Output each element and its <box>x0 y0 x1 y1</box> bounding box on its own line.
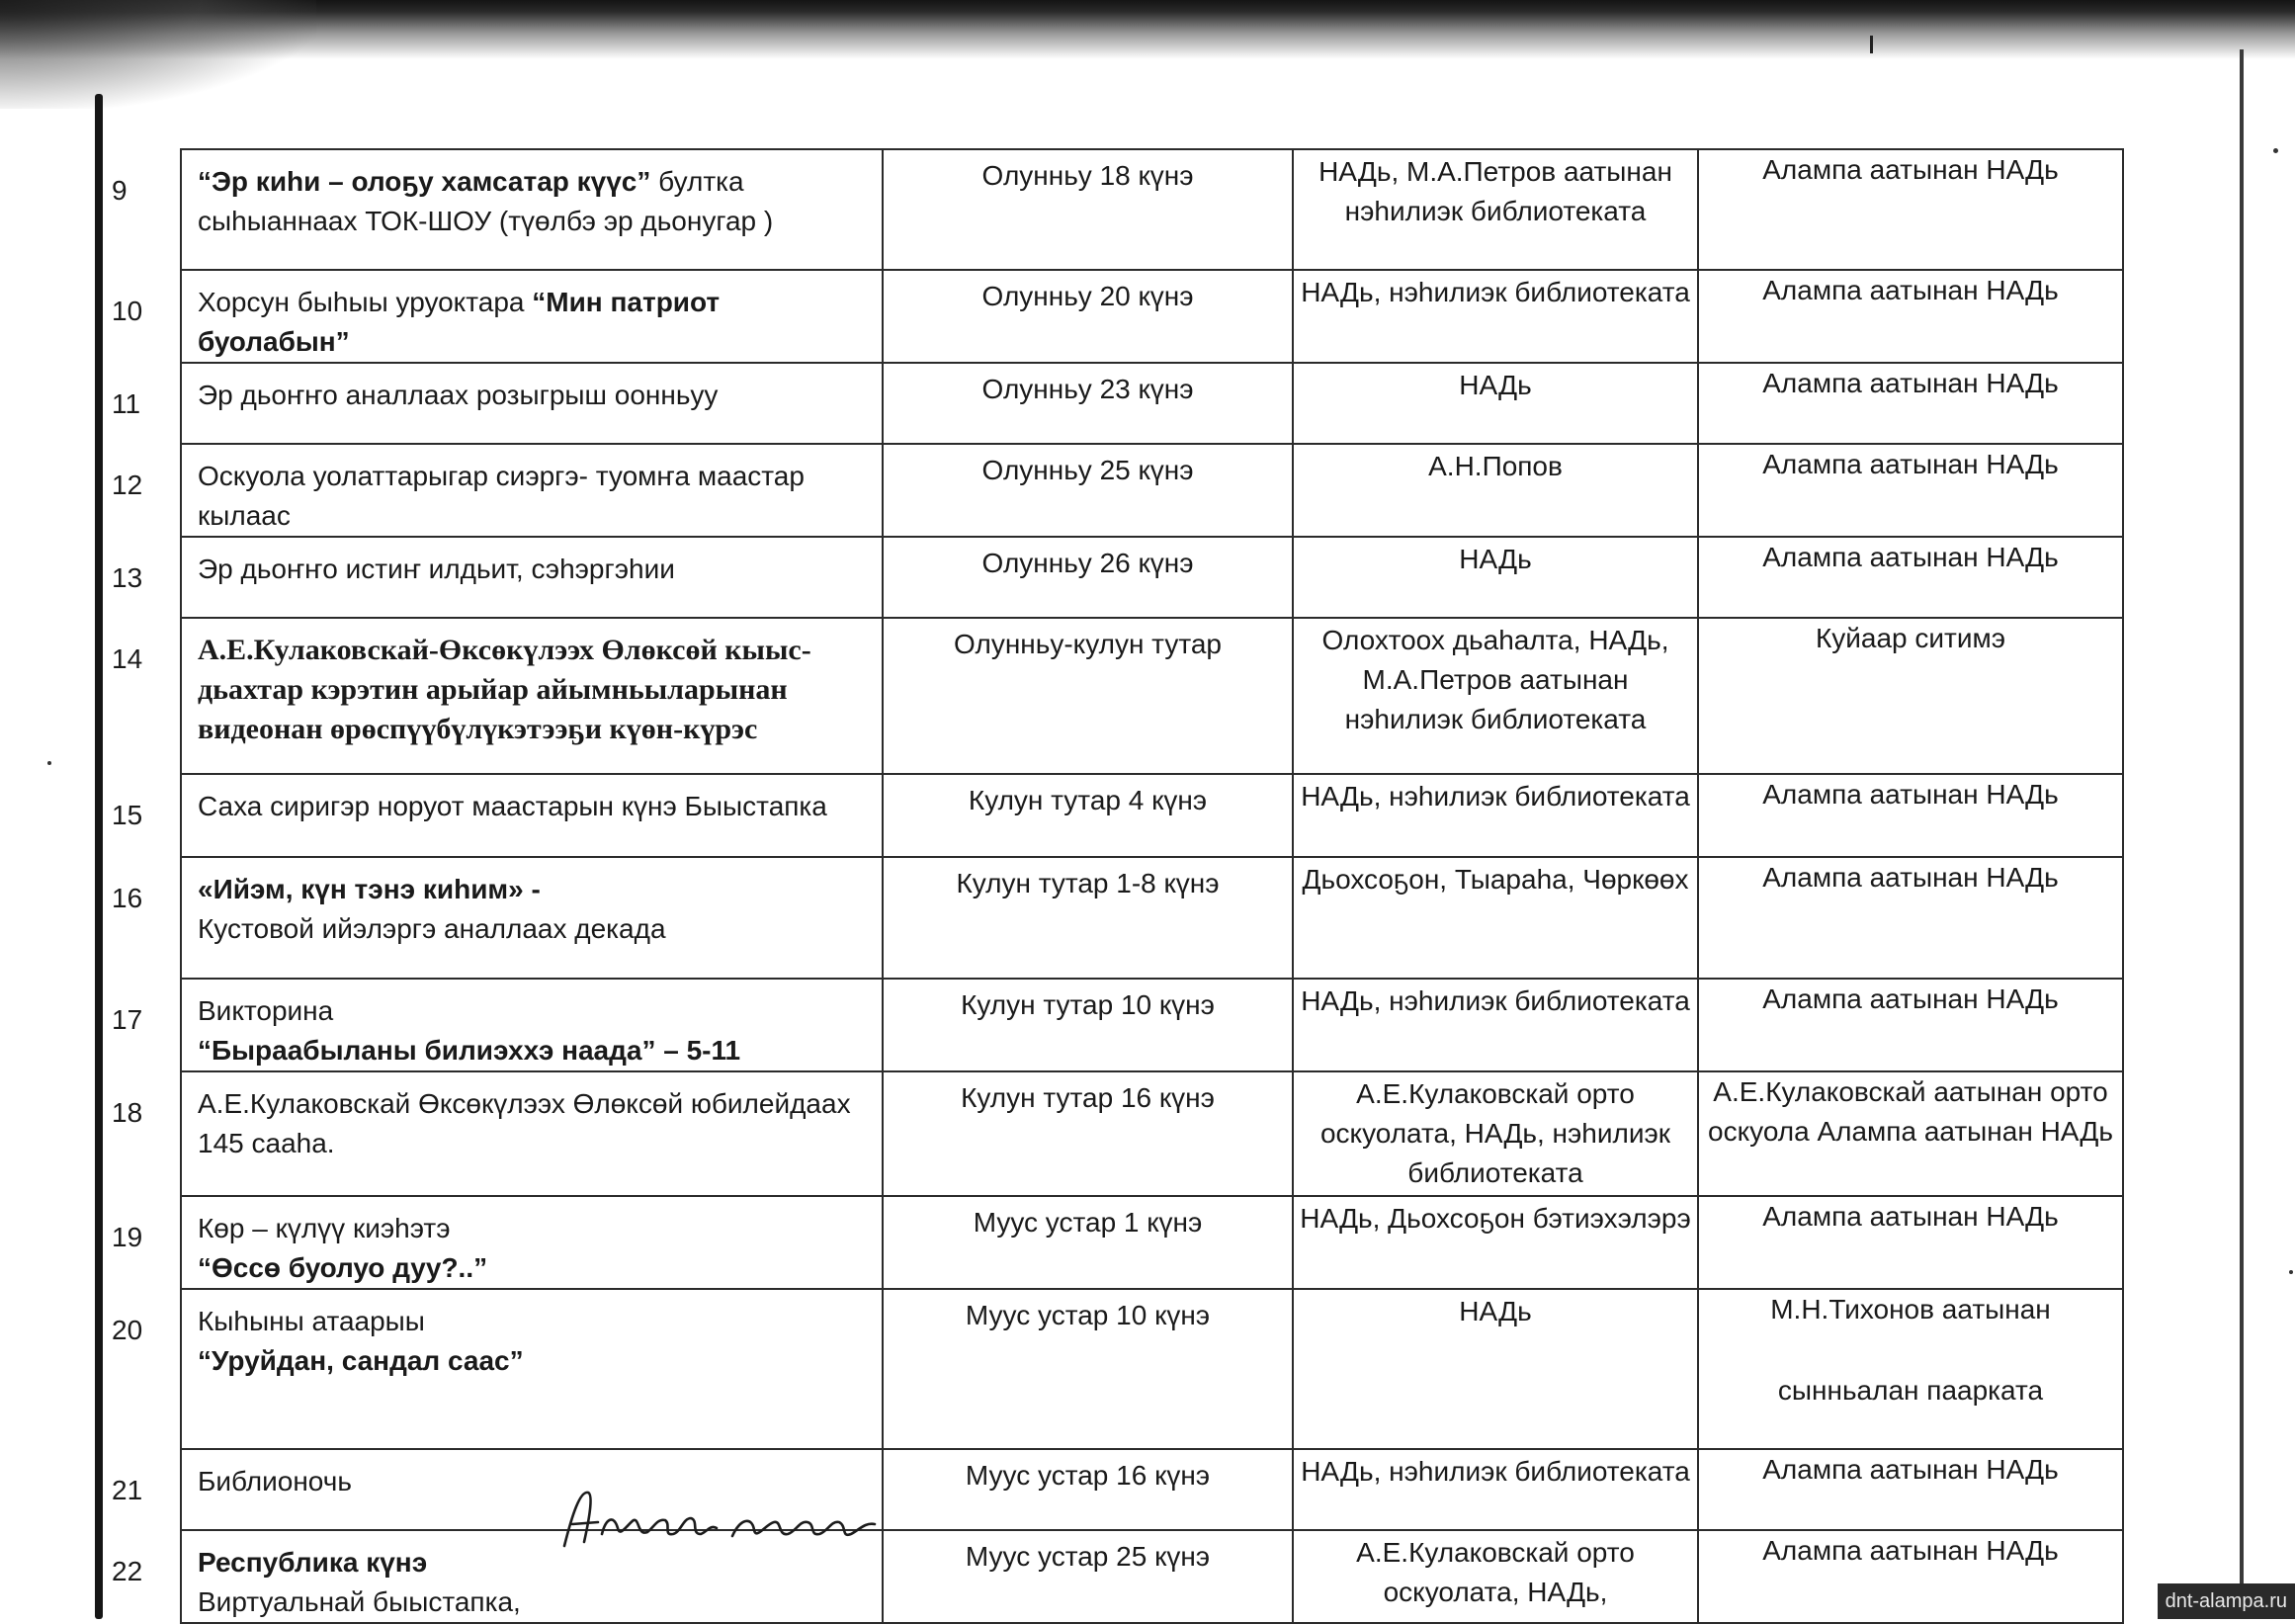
row-number: 22 <box>112 1530 181 1623</box>
date-cell: Кулун тутар 1-8 күнэ <box>883 857 1293 979</box>
date-cell: Муус устар 25 күнэ <box>883 1530 1293 1623</box>
row-number: 20 <box>112 1289 181 1449</box>
event-text: Викторина <box>198 995 334 1026</box>
table-row <box>112 537 2123 618</box>
event-title: А.Е.Кулаковскай-Өксөкүлээх Өлөксөй кыыс-дьахтар кэрэтин арыйар айымньыларынан видеонан өрөспүүбүлүкэтээҕи күөн-күрэс <box>198 634 811 745</box>
place-cell: НАДь <box>1293 363 1698 444</box>
table-row <box>112 1071 2123 1196</box>
row-number: 9 <box>112 149 181 270</box>
row-number: 16 <box>112 857 181 979</box>
responsible-cell: Алампа аатынан НАДь <box>1698 857 2123 979</box>
event-text: Хорсун быhыы уруоктара <box>198 287 533 317</box>
table-row <box>112 1449 2123 1530</box>
place-cell: НАДь <box>1293 537 1698 618</box>
date-cell: Олунньу 26 күнэ <box>883 537 1293 618</box>
responsible-cell: Алампа аатынан НАДь <box>1698 444 2123 537</box>
event-title: “Эр киhи – олоҕу хамсатар күүс” <box>198 166 651 197</box>
place-cell: НАДь, нэhилиэк библиотеката <box>1293 1449 1698 1530</box>
event-cell <box>181 270 883 363</box>
place-cell: Олохтоох дьаhалта, НАДь, М.А.Петров аатынан нэhилиэк библиотеката <box>1293 618 1698 774</box>
event-cell <box>181 618 883 774</box>
date-cell: Олунньу-кулун тутар <box>883 618 1293 774</box>
table-row <box>112 774 2123 857</box>
event-text: бултка сыhыаннаах ТОК-ШОУ (түөлбэ эр дьонугар ) <box>198 166 774 236</box>
responsible-line: М.Н.Тихонов аатынан <box>1770 1294 2051 1325</box>
row-number: 15 <box>112 774 181 857</box>
table-row <box>112 1289 2123 1449</box>
event-text: Эр дьоҥҥо истиҥ илдьит, сэhэргэhии <box>198 554 675 584</box>
responsible-cell: Алампа аатынан НАДь <box>1698 537 2123 618</box>
event-text: А.Е.Кулаковскай Өксөкүлээх Өлөксөй юбилейдаах 145 сааhа. <box>198 1088 851 1158</box>
place-cell: НАДь, М.А.Петров аатынан нэhилиэк библиотеката <box>1293 149 1698 270</box>
responsible-cell <box>1698 1289 2123 1449</box>
place-cell: А.Н.Попов <box>1293 444 1698 537</box>
responsible-cell: Алампа аатынан НАДь <box>1698 1530 2123 1623</box>
event-text: Көр – күлүү киэhэтэ <box>198 1213 451 1243</box>
row-number: 17 <box>112 979 181 1071</box>
event-cell <box>181 363 883 444</box>
place-cell: НАДь <box>1293 1289 1698 1449</box>
date-cell: Муус устар 16 күнэ <box>883 1449 1293 1530</box>
scan-speck <box>2289 1270 2293 1274</box>
place-cell: НАДь, нэhилиэк библиотеката <box>1293 270 1698 363</box>
responsible-line: сынньалан паарката <box>1777 1375 2044 1406</box>
event-text: Кыhыны атаарыы <box>198 1306 425 1336</box>
event-text: Виртуальнай быыстапка, <box>198 1586 521 1617</box>
scan-corner-shadow <box>0 0 316 109</box>
event-title: “Уруйдан, сандал саас” <box>198 1345 524 1376</box>
responsible-cell: Алампа аатынан НАДь <box>1698 979 2123 1071</box>
event-cell <box>181 444 883 537</box>
scan-mark <box>1870 36 1873 53</box>
responsible-cell: Алампа аатынан НАДь <box>1698 363 2123 444</box>
left-binding-edge <box>95 94 103 1619</box>
event-cell <box>181 537 883 618</box>
table-row <box>112 270 2123 363</box>
date-cell: Олунньу 25 күнэ <box>883 444 1293 537</box>
date-cell: Олунньу 20 күнэ <box>883 270 1293 363</box>
date-cell: Кулун тутар 16 күнэ <box>883 1071 1293 1196</box>
event-text: Кустовой ийэлэргэ аналлаах декада <box>198 913 666 944</box>
table-row <box>112 149 2123 270</box>
event-cell <box>181 149 883 270</box>
event-text: Библионочь <box>198 1466 352 1496</box>
responsible-cell: Алампа аатынан НАДь <box>1698 1449 2123 1530</box>
place-cell: А.Е.Кулаковскай орто оскуолата, НАДь, <box>1293 1530 1698 1623</box>
responsible-cell: Алампа аатынан НАДь <box>1698 774 2123 857</box>
place-cell: НАДь, нэhилиэк библиотеката <box>1293 774 1698 857</box>
handwritten-signature <box>558 1485 894 1564</box>
date-cell: Кулун тутар 10 күнэ <box>883 979 1293 1071</box>
event-cell <box>181 1071 883 1196</box>
date-cell: Муус устар 1 күнэ <box>883 1196 1293 1289</box>
scan-speck <box>2273 148 2278 153</box>
event-cell <box>181 1196 883 1289</box>
event-cell <box>181 1289 883 1449</box>
event-title: Республика күнэ <box>198 1547 428 1578</box>
row-number: 12 <box>112 444 181 537</box>
event-title: «Ийэм, күн тэнэ киhим» - <box>198 874 541 904</box>
table-row <box>112 1530 2123 1623</box>
date-cell: Кулун тутар 4 күнэ <box>883 774 1293 857</box>
right-page-edge <box>2240 49 2244 1619</box>
event-cell <box>181 774 883 857</box>
table-row <box>112 363 2123 444</box>
row-number: 13 <box>112 537 181 618</box>
row-number: 14 <box>112 618 181 774</box>
table-row <box>112 618 2123 774</box>
date-cell: Муус устар 10 күнэ <box>883 1289 1293 1449</box>
scan-speck <box>47 761 51 765</box>
table-row <box>112 857 2123 979</box>
place-cell: НАДь, Дьохсоҕон бэтиэхэлэрэ <box>1293 1196 1698 1289</box>
table-row <box>112 979 2123 1071</box>
responsible-cell: Алампа аатынан НАДь <box>1698 270 2123 363</box>
date-cell: Олунньу 23 күнэ <box>883 363 1293 444</box>
place-cell: НАДь, нэhилиэк библиотеката <box>1293 979 1698 1071</box>
scan-top-shadow <box>0 0 2295 59</box>
row-number: 11 <box>112 363 181 444</box>
events-table <box>112 148 2124 1624</box>
responsible-cell: Алампа аатынан НАДь <box>1698 1196 2123 1289</box>
place-cell: Дьохсоҕон, Тыараhа, Чөркөөх <box>1293 857 1698 979</box>
event-title: “Быраабыланы билиэххэ наада” – 5-11 <box>198 1035 741 1066</box>
event-title: “Мин патриот буолабын” <box>198 287 721 357</box>
event-title: “Өссө буолуо дуу?..” <box>198 1252 488 1283</box>
table-row <box>112 1196 2123 1289</box>
table-row <box>112 444 2123 537</box>
row-number: 21 <box>112 1449 181 1530</box>
responsible-cell: Алампа аатынан НАДь <box>1698 149 2123 270</box>
watermark-label: dnt-alampa.ru <box>2158 1583 2295 1619</box>
row-number: 19 <box>112 1196 181 1289</box>
responsible-cell: Куйаар ситимэ <box>1698 618 2123 774</box>
event-cell <box>181 979 883 1071</box>
row-number: 18 <box>112 1071 181 1196</box>
event-text: Эр дьоҥҥо аналлаах розыгрыш оонньуу <box>198 380 719 410</box>
responsible-cell: А.Е.Кулаковскай аатынан орто оскуола Алампа аатынан НАДь <box>1698 1071 2123 1196</box>
place-cell: А.Е.Кулаковскай орто оскуолата, НАДь, нэhилиэк библиотеката <box>1293 1071 1698 1196</box>
date-cell: Олунньу 18 күнэ <box>883 149 1293 270</box>
event-text: Саха сиригэр норуот маастарын күнэ Быыстапка <box>198 791 827 821</box>
event-text: Оскуола уолаттарыгар сиэргэ- туомҥа маастар кылаас <box>198 461 805 531</box>
event-cell <box>181 857 883 979</box>
row-number: 10 <box>112 270 181 363</box>
